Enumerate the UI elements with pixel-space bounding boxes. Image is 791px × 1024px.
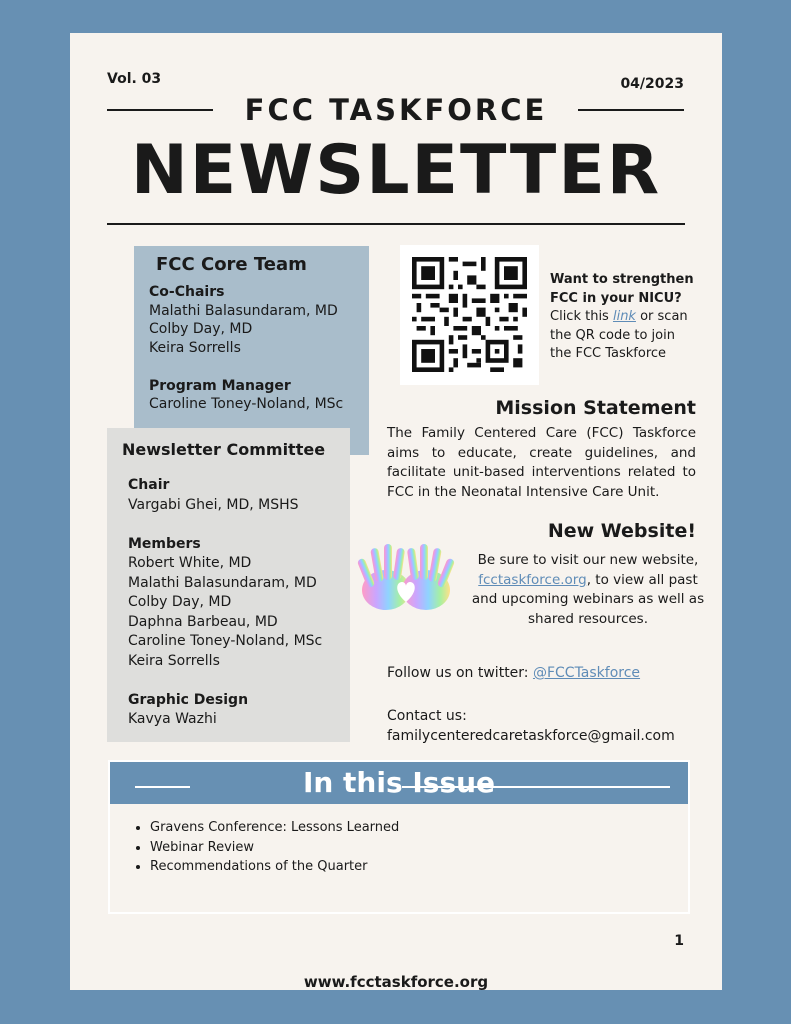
issue-date: 04/2023 <box>620 76 684 92</box>
website-text-part: Be sure to visit our new website, <box>477 552 699 568</box>
list-item: • Gravens Conference: Lessons Learned <box>150 818 399 838</box>
committee-title: Newsletter Committee <box>122 440 326 459</box>
cochairs-heading: Co-Chairs <box>149 284 225 300</box>
qr-callout-body <box>550 308 700 364</box>
in-this-issue-banner <box>110 762 688 804</box>
header-kicker: FCC TASKFORCE <box>244 93 548 127</box>
newsletter-page <box>70 33 722 990</box>
program-manager-heading: Program Manager <box>149 377 291 394</box>
member-name: Colby Day, MD <box>128 594 232 610</box>
page-number: 1 <box>674 933 684 949</box>
mission-text: The Family Centered Care (FCC) Taskforce aims to educate, create guidelines, and facilitate unit-based interventions related to FCC in the Neonatal Intensive Care Unit. <box>387 425 696 500</box>
qr-code[interactable] <box>400 245 539 385</box>
in-this-issue-title: In this Issue <box>302 766 496 799</box>
list-item: • Webinar Review <box>150 838 399 858</box>
title-divider <box>107 223 685 225</box>
qr-callout-text: or scan the QR code to join the FCC Taskforce <box>550 309 688 361</box>
website-text-part: , to view all past and upcoming webinars as well as shared resources. <box>471 571 705 627</box>
join-link[interactable]: link <box>612 309 636 324</box>
graphic-designer-name: Kavya Wazhi <box>128 711 217 727</box>
member-name: Daphna Barbeau, MD <box>128 613 278 630</box>
core-team-panel <box>134 246 369 455</box>
cochair-name: Malathi Balasundaram, MD <box>149 302 338 319</box>
footer-website[interactable]: www.fcctaskforce.org <box>303 973 489 991</box>
cochair-name: Colby Day, MD <box>149 321 253 337</box>
program-manager-name: Caroline Toney-Noland, MSc <box>149 396 344 412</box>
chair-name: Vargabi Ghei, MD, MSHS <box>128 496 299 513</box>
graphic-design-heading: Graphic Design <box>128 691 249 708</box>
twitter-label: Follow us on twitter: <box>387 665 533 681</box>
member-name: Malathi Balasundaram, MD <box>128 574 317 591</box>
cochair-name: Keira Sorrells <box>149 339 241 356</box>
qr-callout-line2: FCC in your NICU? <box>550 290 682 306</box>
chair-heading: Chair <box>128 477 170 493</box>
website-text <box>468 551 708 629</box>
twitter-link[interactable]: @FCCTaskforce <box>532 665 641 681</box>
member-name: Robert White, MD <box>128 555 252 571</box>
contact-email[interactable]: familycenteredcaretaskforce@gmail.com <box>387 728 675 744</box>
member-name: Keira Sorrells <box>128 652 220 669</box>
website-link[interactable]: fcctaskforce.org <box>478 571 587 588</box>
members-heading: Members <box>128 535 201 552</box>
qr-code-icon <box>412 257 527 372</box>
twitter-line <box>387 665 640 681</box>
in-this-issue-panel <box>108 760 690 914</box>
mission-title: Mission Statement <box>495 397 696 419</box>
page-title: NEWSLETTER <box>130 131 662 210</box>
newsletter-committee-panel <box>107 428 350 742</box>
qr-callout-text: Click this <box>550 309 613 324</box>
contact-block <box>387 706 675 746</box>
qr-callout <box>550 271 700 364</box>
qr-callout-line1: Want to strengthen <box>550 272 694 287</box>
issue-list <box>130 818 399 877</box>
committee-body <box>128 476 322 730</box>
core-team-body <box>149 283 343 414</box>
core-team-title: FCC Core Team <box>156 254 307 275</box>
list-item: • Recommendations of the Quarter <box>150 857 399 877</box>
member-name: Caroline Toney-Noland, MSc <box>128 633 323 649</box>
volume-label: Vol. 03 <box>107 71 162 87</box>
rainbow-hands-icon <box>348 538 464 618</box>
website-title: New Website! <box>547 520 696 542</box>
contact-label: Contact us: <box>387 708 467 724</box>
